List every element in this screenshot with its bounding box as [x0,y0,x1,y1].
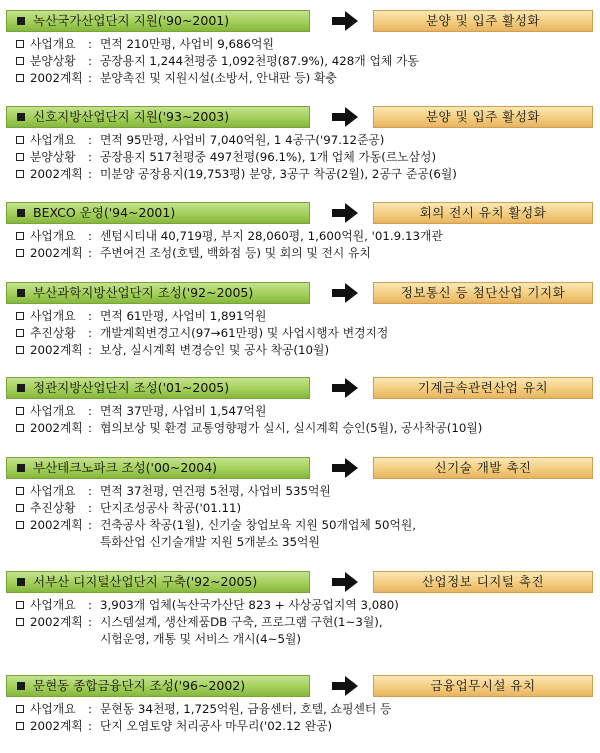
item-value: 단지조성공사 착공('01.11) [100,501,242,515]
label-separator: : [88,518,92,532]
project-section [0,457,600,549]
label-separator: : [88,133,92,147]
item-label: 분양상황 [30,150,76,164]
section-header [0,106,600,128]
checkbox-bullet-icon [16,249,24,257]
label-separator: : [88,37,92,51]
item-value: 미분양 공장용지(19,753평) 분양, 3공구 착공(2월), 2공구 준공(6월) [100,167,457,181]
detail-list [16,403,600,437]
project-title-box [6,457,310,479]
checkbox-bullet-icon [16,487,24,495]
square-bullet-icon [17,289,25,297]
list-item [16,36,600,53]
project-title: 문현동 종합금융단지 조성('96~2002) [33,678,246,693]
detail-list [16,36,600,87]
detail-list [16,228,600,262]
item-value: 시스템설계, 생산제품DB 구축, 프로그램 구현(1~3월), [100,615,383,629]
project-title-box [6,202,310,224]
item-label: 추진상황 [30,501,76,515]
project-section [0,675,600,733]
item-label: 2002계획 [30,615,83,629]
item-value: 보상, 실시계획 변경승인 및 공사 착공(10월) [100,343,330,357]
section-header [0,282,600,304]
item-label: 2002계획 [30,167,83,181]
item-value: 협의보상 및 환경 교통영향평가 실시, 실시계획 승인(5월), 공사착공(10월) [100,421,483,435]
item-value: 면적 61만평, 사업비 1,891억원 [100,309,267,323]
detail-list [16,132,600,183]
project-title-box [6,10,310,32]
label-separator: : [88,719,92,733]
label-separator: : [88,229,92,243]
list-item [16,534,600,551]
item-label: 사업개요 [30,484,76,498]
item-label: 2002계획 [30,719,83,733]
item-value: 센텀시티내 40,719평, 부지 28,060평, 1,600억원, '01.9.13개관 [100,229,443,243]
square-bullet-icon [17,578,25,586]
project-title: 부산과학지방산업단지 조성('92~2005) [33,285,254,300]
item-label [30,631,88,648]
checkbox-bullet-icon [16,722,24,730]
item-label: 분양상황 [30,54,76,68]
checkbox-bullet-icon [16,136,24,144]
project-title-box [6,675,310,697]
checkbox-bullet-icon [16,407,24,415]
detail-list [16,597,600,648]
checkbox-bullet-icon [16,170,24,178]
checkbox-bullet-icon [16,346,24,354]
label-separator: : [88,404,92,418]
list-item [16,500,600,517]
list-item [16,483,600,500]
label-separator: : [88,343,92,357]
item-label: 사업개요 [30,598,76,612]
right-arrow-icon [332,676,358,696]
item-value: 건축공사 착공(1월), 신기술 창업보육 지원 50개업체 50억원, [100,518,417,532]
right-arrow-icon [332,283,358,303]
item-value: 3,903개 업체(녹산국가산단 823 + 사상공업지역 3,080) [100,598,399,612]
label-separator: : [88,167,92,181]
item-label: 2002계획 [30,518,83,532]
item-value: 면적 210만평, 사업비 9,686억원 [100,37,274,51]
result-box: 산업정보 디지털 촉진 [373,571,593,593]
section-header [0,675,600,697]
label-separator: : [88,702,92,716]
list-item [16,614,600,631]
label-separator: : [88,615,92,629]
item-label: 2002계획 [30,71,83,85]
square-bullet-icon [17,209,25,217]
item-label: 2002계획 [30,343,83,357]
project-title: 신호지방산업단지 지원('93~2003) [33,109,230,124]
project-title: 서부산 디지털산업단지 구축('92~2005) [33,574,258,589]
right-arrow-icon [332,458,358,478]
label-separator: : [88,326,92,340]
bullet-spacer [16,534,24,551]
project-section [0,202,600,260]
list-item [16,166,600,183]
result-box: 분양 및 입주 활성화 [373,106,593,128]
checkbox-bullet-icon [16,601,24,609]
square-bullet-icon [17,17,25,25]
item-value: 시험운영, 개통 및 서비스 개시(4~5월) [100,632,301,646]
list-item [16,325,600,342]
item-value: 면적 37만평, 사업비 1,547억원 [100,404,267,418]
right-arrow-icon [332,107,358,127]
list-item [16,718,600,735]
right-arrow-icon [332,572,358,592]
project-section [0,10,600,85]
project-title-box [6,571,310,593]
label-separator: : [88,484,92,498]
result-box: 분양 및 입주 활성화 [373,10,593,32]
list-item [16,420,600,437]
square-bullet-icon [17,384,25,392]
item-value: 단지 오염토양 처리공사 마무리('02.12 완공) [100,719,333,733]
item-value: 개발계획변경고시(97→61만평) 및 사업시행자 변경지정 [100,326,389,340]
square-bullet-icon [17,464,25,472]
list-item [16,701,600,718]
label-separator: : [88,309,92,323]
checkbox-bullet-icon [16,232,24,240]
result-box: 금융업무시설 유치 [373,675,593,697]
list-item [16,342,600,359]
list-item [16,228,600,245]
result-box: 신기술 개발 촉진 [373,457,593,479]
item-label: 추진상황 [30,326,76,340]
item-value: 면적 37천평, 연건평 5천평, 사업비 535억원 [100,484,331,498]
item-label: 2002계획 [30,246,83,260]
right-arrow-icon [332,378,358,398]
list-item [16,517,600,534]
project-title: 녹산국가산업단지 지원('90~2001) [33,13,230,28]
label-separator: : [88,246,92,260]
list-item [16,308,600,325]
item-label: 사업개요 [30,309,76,323]
item-label: 사업개요 [30,133,76,147]
checkbox-bullet-icon [16,153,24,161]
item-value: 특화산업 신기술개발 지원 5개분소 35억원 [100,535,320,549]
item-label: 사업개요 [30,37,76,51]
list-item [16,53,600,70]
label-separator: : [88,598,92,612]
item-value: 공장용지 517천평중 497천평(96.1%), 1개 업체 가동(르노삼성) [100,150,437,164]
checkbox-bullet-icon [16,705,24,713]
checkbox-bullet-icon [16,74,24,82]
right-arrow-icon [332,203,358,223]
item-label: 사업개요 [30,702,76,716]
item-label: 2002계획 [30,421,83,435]
section-header [0,10,600,32]
item-value: 문현동 34천평, 1,725억원, 금융센터, 호텔, 쇼핑센터 등 [100,702,392,716]
project-title-box [6,282,310,304]
label-separator [88,631,100,648]
list-item [16,245,600,262]
checkbox-bullet-icon [16,40,24,48]
label-separator: : [88,501,92,515]
section-header [0,457,600,479]
item-value: 주변여건 조성(호텔, 백화점 등) 및 회의 및 전시 유치 [100,246,371,260]
project-section [0,282,600,357]
label-separator: : [88,421,92,435]
list-item [16,403,600,420]
project-section [0,571,600,646]
checkbox-bullet-icon [16,424,24,432]
section-header [0,202,600,224]
square-bullet-icon [17,113,25,121]
list-item [16,70,600,87]
label-separator: : [88,54,92,68]
item-label: 사업개요 [30,404,76,418]
item-value: 분양촉진 및 지원시설(소방서, 안내판 등) 확충 [100,71,337,85]
label-separator: : [88,150,92,164]
result-box: 정보통신 등 첨단산업 기지화 [373,282,593,304]
checkbox-bullet-icon [16,57,24,65]
checkbox-bullet-icon [16,329,24,337]
detail-list [16,308,600,359]
list-item [16,597,600,614]
checkbox-bullet-icon [16,521,24,529]
checkbox-bullet-icon [16,312,24,320]
detail-list [16,701,600,735]
project-title: 부산테크노파크 조성('00~2004) [33,460,218,475]
project-section [0,377,600,435]
detail-list [16,483,600,551]
right-arrow-icon [332,11,358,31]
project-title-box [6,377,310,399]
project-section [0,106,600,181]
project-title-box [6,106,310,128]
square-bullet-icon [17,682,25,690]
list-item [16,132,600,149]
bullet-spacer [16,631,24,648]
project-title: 정관지방산업단지 조성('01~2005) [33,380,230,395]
item-label [30,534,88,551]
result-box: 회의 전시 유치 활성화 [373,202,593,224]
result-box: 기계금속관련산업 유치 [373,377,593,399]
project-title: BEXCO 운영('94~2001) [33,205,176,220]
checkbox-bullet-icon [16,618,24,626]
list-item [16,631,600,648]
list-item [16,149,600,166]
label-separator: : [88,71,92,85]
item-value: 면적 95만평, 사업비 7,040억원, 1 4공구('97.12준공) [100,133,385,147]
section-header [0,571,600,593]
item-value: 공장용지 1,244천평중 1,092천평(87.9%), 428개 업체 가동 [100,54,419,68]
checkbox-bullet-icon [16,504,24,512]
section-header [0,377,600,399]
item-label: 사업개요 [30,229,76,243]
label-separator [88,534,100,551]
